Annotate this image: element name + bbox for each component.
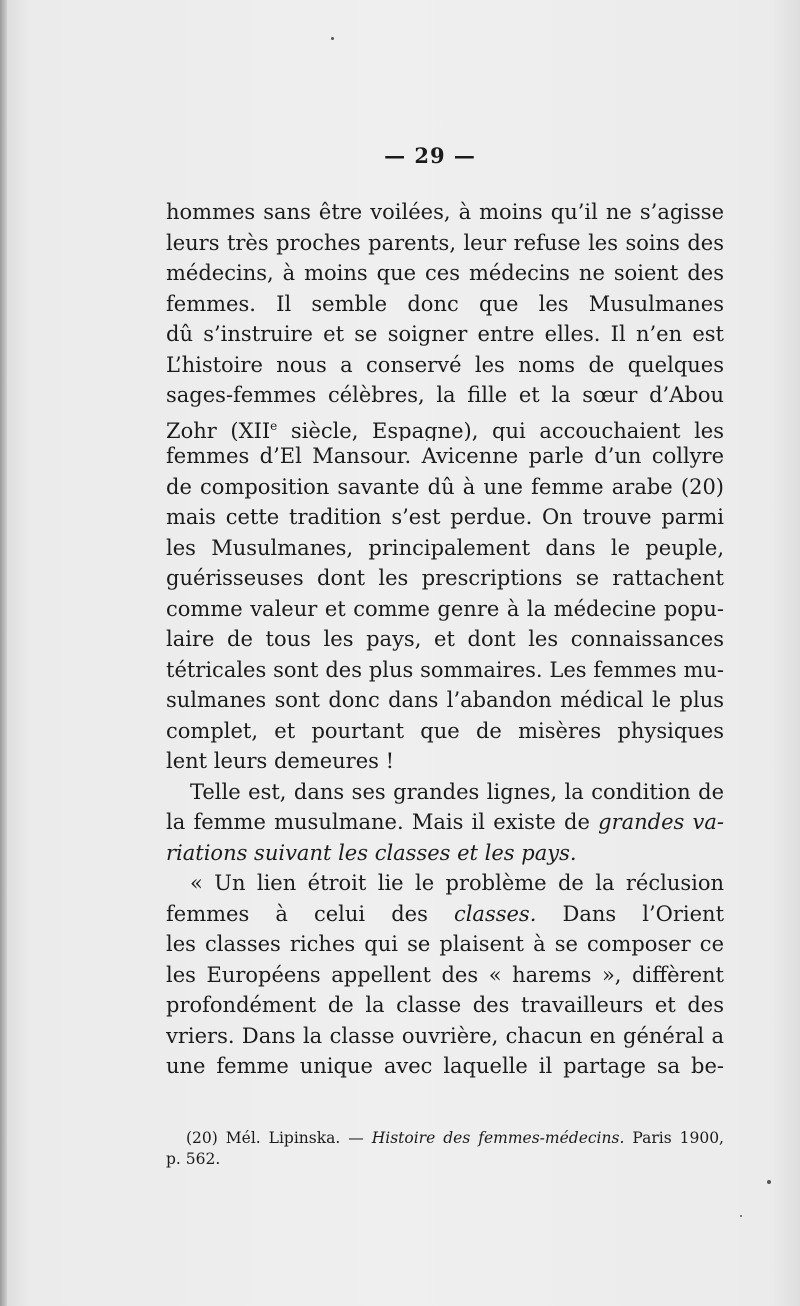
text-line: une femme unique avec laquelle il partage sa be- xyxy=(166,1054,724,1078)
text-line: les Musulmanes, principalement dans le peuple, xyxy=(166,535,724,560)
page-number: — 29 — xyxy=(384,143,476,168)
text-line: leurs très proches parents, leur refuse les soins des xyxy=(166,230,724,255)
text-line: médecins, à moins que ces médecins ne soient des xyxy=(166,261,724,285)
footnote-line: p. 562. xyxy=(166,1150,221,1168)
footnote xyxy=(166,1128,724,1170)
superscript: e xyxy=(270,418,278,433)
footnote-title: Histoire des femmes-médecins. xyxy=(371,1129,625,1147)
text-line: vriers. Dans la classe ouvrière, chacun en général a xyxy=(166,1023,724,1048)
text-line: femmes. Il semble donc que les Musulmanes xyxy=(166,291,724,316)
text-line: « Un lien étroit lie le problème de la réclusion xyxy=(190,871,724,895)
page-binding-edge xyxy=(0,0,7,1306)
text-line: la femme musulmane. Mais il existe de grandes va- xyxy=(166,810,724,834)
text-line: mais cette tradition s’est perdue. On trouve parmi xyxy=(166,505,724,529)
text-line: laire de tous les pays, et dont les connaissances xyxy=(166,627,724,651)
scan-speck xyxy=(767,1180,771,1184)
text-line: complet, et pourtant que de misères physiques xyxy=(166,718,724,743)
scan-speck xyxy=(331,37,334,40)
text-line: guérisseuses dont les prescriptions se rattachent xyxy=(166,566,724,590)
scan-speck xyxy=(740,1215,742,1217)
italic-text: grandes va- xyxy=(598,810,724,834)
text-line: Telle est, dans ses grandes lignes, la condition de xyxy=(190,779,724,804)
text-line: Zohr (XIIe siècle, Espagne), qui accouchaient les xyxy=(166,418,724,441)
text-line: comme valeur et comme genre à la médecine popu- xyxy=(166,596,724,621)
text-line: profondément de la classe des travailleurs et des xyxy=(166,993,724,1017)
text-line: lent leurs demeures ! xyxy=(166,749,395,773)
text-line: sulmanes sont donc dans l’abandon médical le plus xyxy=(166,688,724,712)
text-line: L’histoire nous a conservé les noms de quelques xyxy=(166,352,724,377)
text-line: femmes à celui des classes. Dans l’Orient xyxy=(166,901,724,926)
text-line: les Européens appellent des « harems », diffèrent xyxy=(166,962,724,987)
text-line: dû s’instruire et se soigner entre elles. Il n’en est xyxy=(166,322,724,346)
text-line: les classes riches qui se plaisent à se composer ce xyxy=(166,932,724,956)
text-line: riations suivant les classes et les pays. xyxy=(166,840,577,865)
body-text xyxy=(166,197,724,1082)
text-line: tétricales sont des plus sommaires. Les femmes mu- xyxy=(166,657,724,682)
text-line: sages-femmes célèbres, la fille et la sœur d’Abou xyxy=(166,383,724,407)
italic-text: classes. xyxy=(453,901,537,926)
footnote-line: (20) Mél. Lipinska. — Histoire des femmes-médecins. Paris 1900, xyxy=(186,1129,724,1147)
text-line: hommes sans être voilées, à moins qu’il ne s’agisse xyxy=(166,200,724,224)
text-line: de composition savante dû à une femme arabe (20) xyxy=(166,474,724,499)
text-line: femmes d’El Mansour. Avicenne parle d’un collyre xyxy=(166,444,724,468)
